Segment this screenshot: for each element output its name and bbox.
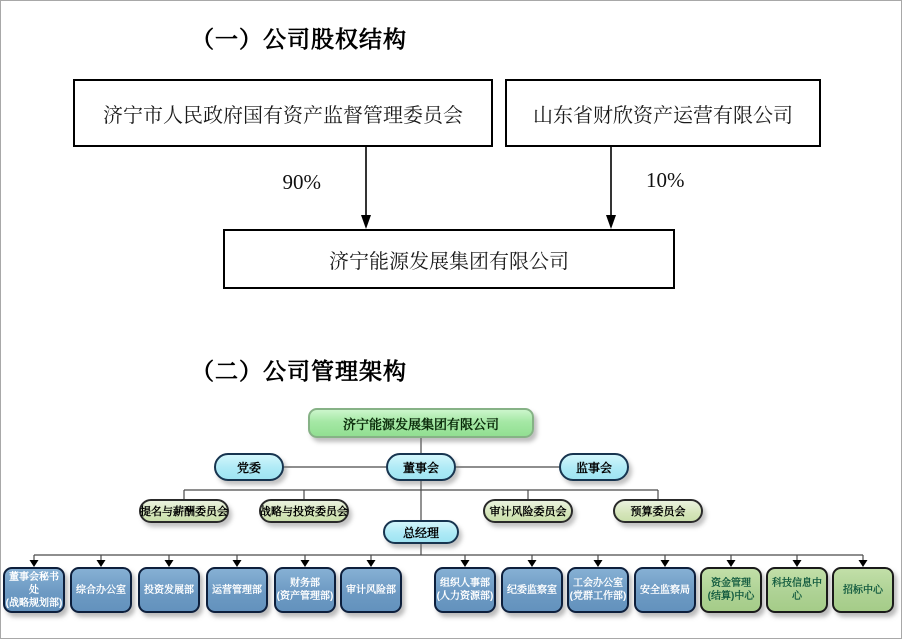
department-box-board-secretariat xyxy=(3,567,65,613)
department-label-line: 招标中心 xyxy=(843,584,883,596)
org-root-node: 济宁能源发展集团有限公司 xyxy=(308,408,534,438)
department-label-line: 董事会秘书处 xyxy=(9,571,59,596)
department-box-discipline-inspection xyxy=(501,567,563,613)
department-box-labor-union-office xyxy=(567,567,629,613)
department-label-line: 财务部 xyxy=(290,578,320,589)
department-label-line: (党群工作部) xyxy=(569,591,627,602)
department-label-line: (资产管理部) xyxy=(276,591,334,602)
department-label-line: 资金管理 xyxy=(711,578,751,589)
governance-pill-party-committee: 党委 xyxy=(214,453,284,481)
department-label-line: 投资发展部 xyxy=(144,584,194,596)
department-label-line: (结算)中心 xyxy=(707,591,755,602)
arrow-down-icon xyxy=(793,560,802,567)
arrow-down-icon xyxy=(361,215,371,229)
department-label-line: 纪委监察室 xyxy=(507,584,557,596)
department-box-finance xyxy=(274,567,336,613)
department-box-hr-department xyxy=(434,567,496,613)
department-box-investment-development xyxy=(138,567,200,613)
governance-pill-supervisory-board: 监事会 xyxy=(559,453,629,481)
company-box xyxy=(223,229,675,289)
shareholder-box-caixin xyxy=(505,79,821,147)
shareholder-name: 山东省财欣资产运营有限公司 xyxy=(533,104,793,127)
arrow-down-icon xyxy=(301,560,310,567)
general-manager-pill: 总经理 xyxy=(383,520,459,544)
department-box-safety-supervision xyxy=(634,567,696,613)
department-box-operations-management xyxy=(206,567,268,613)
arrow-down-icon xyxy=(30,560,39,567)
arrow-down-icon xyxy=(859,560,868,567)
department-box-bidding-center xyxy=(832,567,894,613)
arrow-down-icon xyxy=(727,560,736,567)
committee-pill-budget: 预算委员会 xyxy=(613,499,703,523)
arrow-down-icon xyxy=(165,560,174,567)
arrow-down-icon xyxy=(367,560,376,567)
ownership-percent-10: 10% xyxy=(646,168,685,192)
arrow-down-icon xyxy=(233,560,242,567)
management-section-title: （二）公司管理架构 xyxy=(191,359,407,384)
committee-pill-nomination-remuneration: 提名与薪酬委员会 xyxy=(139,499,229,523)
department-label-line: 科技信息中心 xyxy=(772,578,822,602)
department-label-line: (人力资源部) xyxy=(436,591,494,602)
department-label-line: 运营管理部 xyxy=(212,584,262,596)
arrow-down-icon xyxy=(606,215,616,229)
department-box-tech-info-center xyxy=(766,567,828,613)
ownership-percent-90: 90% xyxy=(282,170,321,194)
arrow-down-icon xyxy=(461,560,470,567)
committee-pill-audit-risk-committee: 审计风险委员会 xyxy=(483,499,573,523)
governance-pill-board-of-directors: 董事会 xyxy=(386,453,456,481)
shareholder-box-sasac xyxy=(73,79,493,147)
department-box-fund-settlement-center xyxy=(700,567,762,613)
shareholder-name: 济宁市人民政府国有资产监督管理委员会 xyxy=(103,104,463,127)
arrow-down-icon xyxy=(661,560,670,567)
department-box-audit-risk xyxy=(340,567,402,613)
department-label-line: 审计风险部 xyxy=(346,584,396,596)
department-label-line: 安全监察局 xyxy=(640,584,690,596)
department-label-line: 综合办公室 xyxy=(76,584,126,596)
arrow-down-icon xyxy=(97,560,106,567)
department-label-line: 组织人事部 xyxy=(440,578,490,589)
department-label-line: 工会办公室 xyxy=(573,578,623,589)
company-name: 济宁能源发展集团有限公司 xyxy=(329,250,569,273)
arrow-down-icon xyxy=(528,560,537,567)
arrow-down-icon xyxy=(594,560,603,567)
committee-pill-strategy-investment: 战略与投资委员会 xyxy=(259,499,349,523)
equity-section-title: （一）公司股权结构 xyxy=(191,27,407,52)
department-label-line: (战略规划部) xyxy=(5,597,63,609)
department-box-general-office xyxy=(70,567,132,613)
